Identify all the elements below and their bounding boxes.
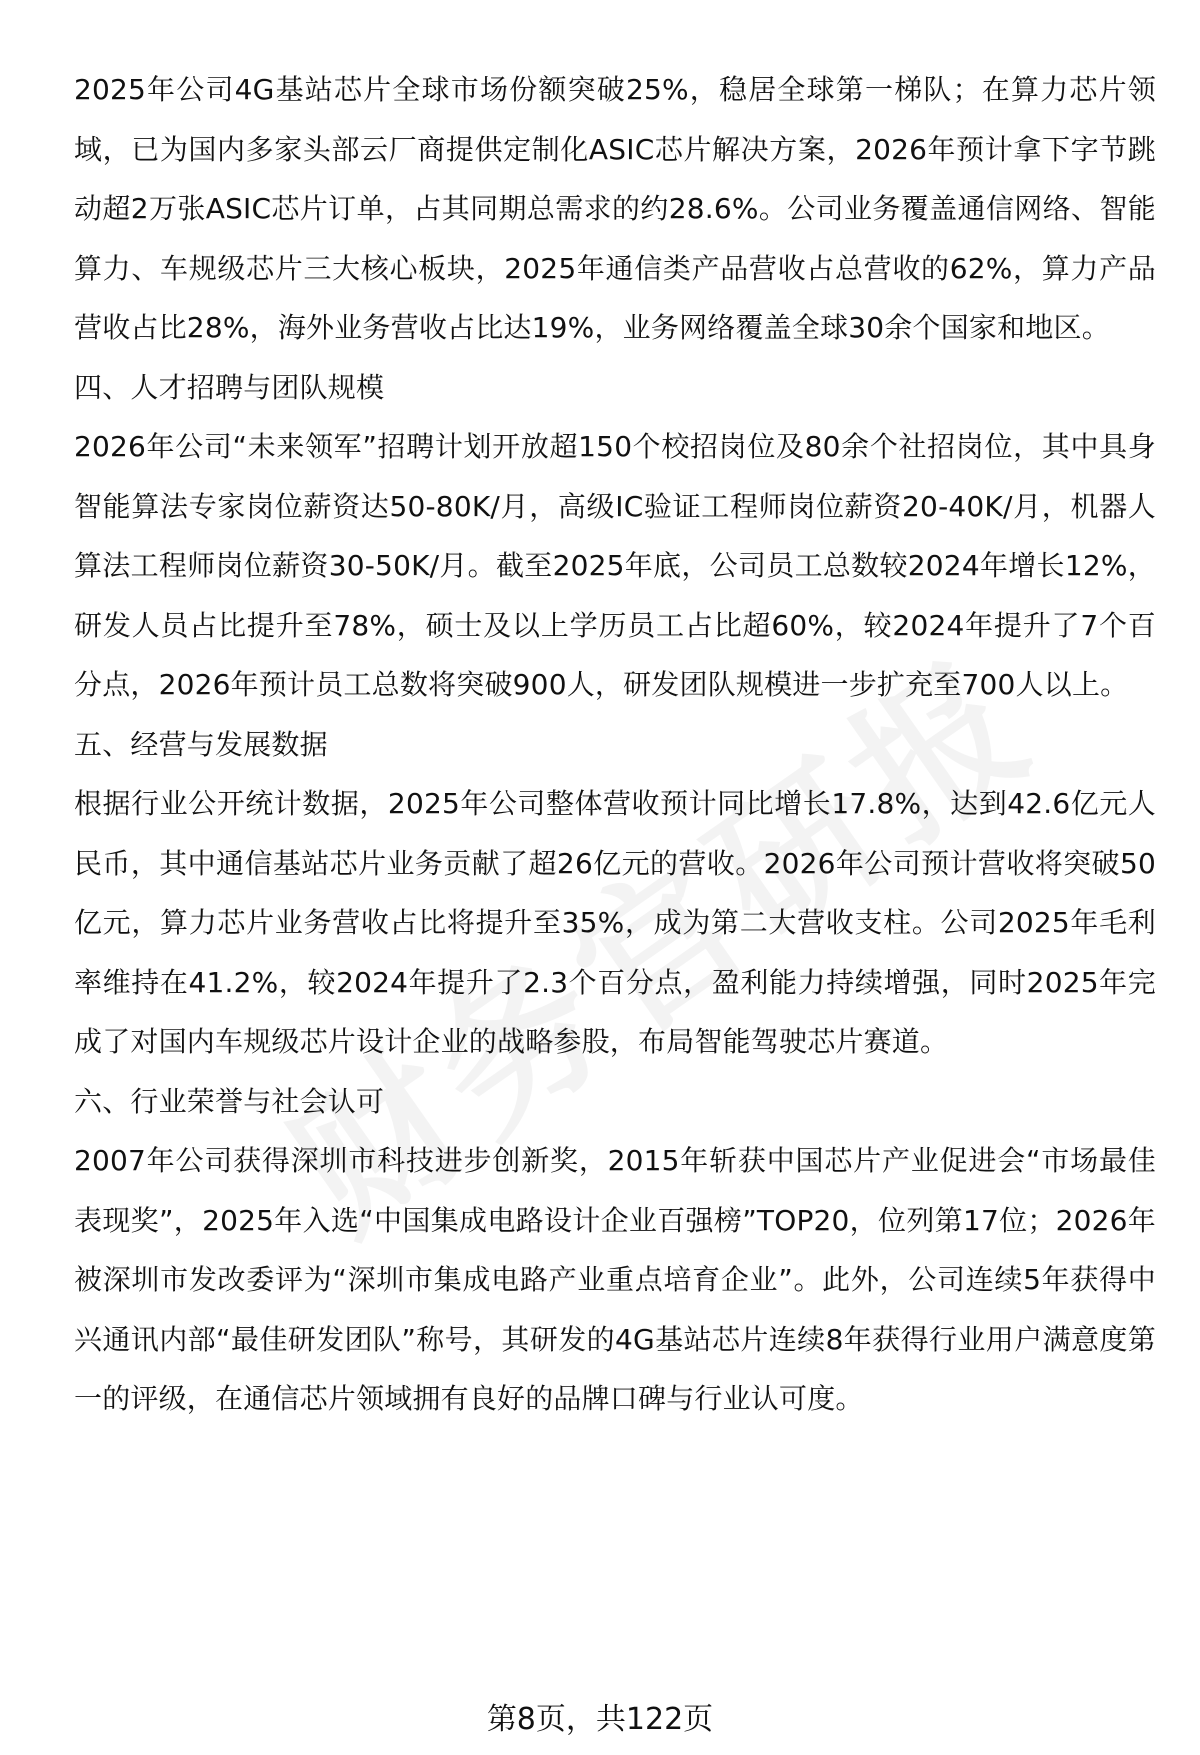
paragraph-business-overview: 2025年公司4G基站芯片全球市场份额突破25%，稳居全球第一梯队；在算力芯片领域，已为国内多家头部云厂商提供定制化ASIC芯片解决方案，2026年预计拿下字节跳动超2万张ASIC芯片订单，占其同期总需求的约28.6%。公司业务覆盖通信网络、智能算力、车规级芯片三大核心板块，2025年通信类产品营收占总营收的62%，算力产品营收占比28%，海外业务营收占比达19%，业务网络覆盖全球30余个国家和地区。 <box>74 73 1156 344</box>
paragraph-honors: 2007年公司获得深圳市科技进步创新奖，2015年斩获中国芯片产业促进会“市场最佳表现奖”，2025年入选“中国集成电路设计企业百强榜”TOP20，位列第17位；2026年被深圳市发改委评为“深圳市集成电路产业重点培育企业”。此外，公司连续5年获得中兴通讯内部“最佳研发团队”称号，其研发的4G基站芯片连续8年获得行业用户满意度第一的评级，在通信芯片领域拥有良好的品牌口碑与行业认可度。 <box>74 1144 1156 1415</box>
section-heading-operations: 五、经营与发展数据 <box>74 727 328 761</box>
document-body <box>74 60 1156 1429</box>
paragraph-talent: 2026年公司“未来领军”招聘计划开放超150个校招岗位及80余个社招岗位，其中具身智能算法专家岗位薪资达50-80K/月，高级IC验证工程师岗位薪资20-40K/月，机器人算法工程师岗位薪资30-50K/月。截至2025年底，公司员工总数较2024年增长12%，研发人员占比提升至78%，硕士及以上学历员工占比超60%，较2024年提升了7个百分点，2026年预计员工总数将突破900人，研发团队规模进一步扩充至700人以上。 <box>74 430 1156 701</box>
page-number: 第8页，共122页 <box>486 1702 714 1737</box>
section-heading-honors: 六、行业荣誉与社会认可 <box>74 1084 385 1118</box>
section-heading-talent: 四、人才招聘与团队规模 <box>74 370 385 404</box>
paragraph-operations: 根据行业公开统计数据，2025年公司整体营收预计同比增长17.8%，达到42.6亿元人民币，其中通信基站芯片业务贡献了超26亿元的营收。2026年公司预计营收将突破50亿元，算力芯片业务营收占比将提升至35%，成为第二大营收支柱。公司2025年毛利率维持在41.2%，较2024年提升了2.3个百分点，盈利能力持续增强，同时2025年完成了对国内车规级芯片设计企业的战略参股，布局智能驾驶芯片赛道。 <box>74 787 1156 1058</box>
